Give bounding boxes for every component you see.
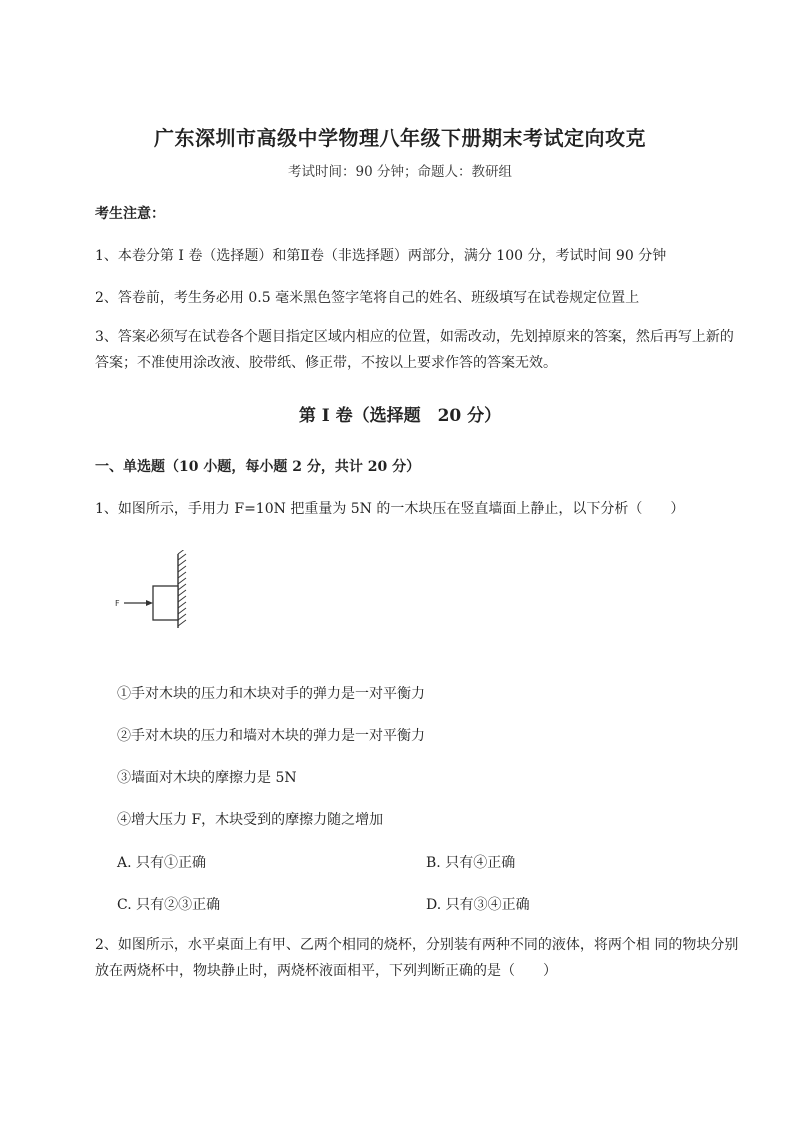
notice-heading: 考生注意： <box>95 206 165 222</box>
force-label: F <box>115 599 120 608</box>
notice-item-2: 2、答卷前，考生务必用 0.5 毫米黑色签字笔将自己的姓名、班级填写在试卷规定位置上 <box>95 290 640 306</box>
statement-3: ③墙面对木块的摩擦力是 5N <box>117 770 297 786</box>
option-d[interactable]: D. 只有③④正确 <box>426 897 530 913</box>
part-heading: 一、单选题（10 小题，每小题 2 分，共计 20 分） <box>95 459 421 475</box>
question-1-figure <box>110 550 200 630</box>
notice-item-1: 1、本卷分第 I 卷（选择题）和第Ⅱ卷（非选择题）两部分，满分 100 分，考试时间 90 分钟 <box>95 248 667 264</box>
option-c[interactable]: C. 只有②③正确 <box>117 897 221 913</box>
statement-1: ①手对木块的压力和木块对手的弹力是一对平衡力 <box>117 686 425 702</box>
section-title: 第 I 卷（选择题 20 分） <box>298 406 502 426</box>
wall-hatch <box>178 550 186 628</box>
wood-block <box>153 586 178 620</box>
force-arrowhead <box>146 600 153 606</box>
option-a[interactable]: A. 只有①正确 <box>117 855 207 871</box>
statement-2: ②手对木块的压力和墙对木块的弹力是一对平衡力 <box>117 728 425 744</box>
exam-title: 广东深圳市高级中学物理八年级下册期末考试定向攻克 <box>154 126 646 150</box>
statement-4: ④增大压力 F，木块受到的摩擦力随之增加 <box>117 812 384 828</box>
notice-item-3: 3、答案必须写在试卷各个题目指定区域内相应的位置，如需改动，先划掉原来的答案，然后再写上新的答案；不准使用涂改液、胶带纸、修正带，不按以上要求作答的答案无效。 <box>95 329 734 371</box>
question-1-stem: 1、如图所示，手用力 F=10N 把重量为 5N 的一木块压在竖直墙面上静止，以下分析（ ） <box>95 501 685 517</box>
option-b[interactable]: B. 只有④正确 <box>426 855 516 871</box>
exam-subtitle: 考试时间：90 分钟；命题人：教研组 <box>288 164 512 180</box>
question-2-stem: 2、如图所示，水平桌面上有甲、乙两个相同的烧杯，分别装有两种不同的液体，将两个相 同的物块分别放在两烧杯中，物块静止时，两烧杯液面相平，下列判断正确的是（ ） <box>95 937 739 979</box>
